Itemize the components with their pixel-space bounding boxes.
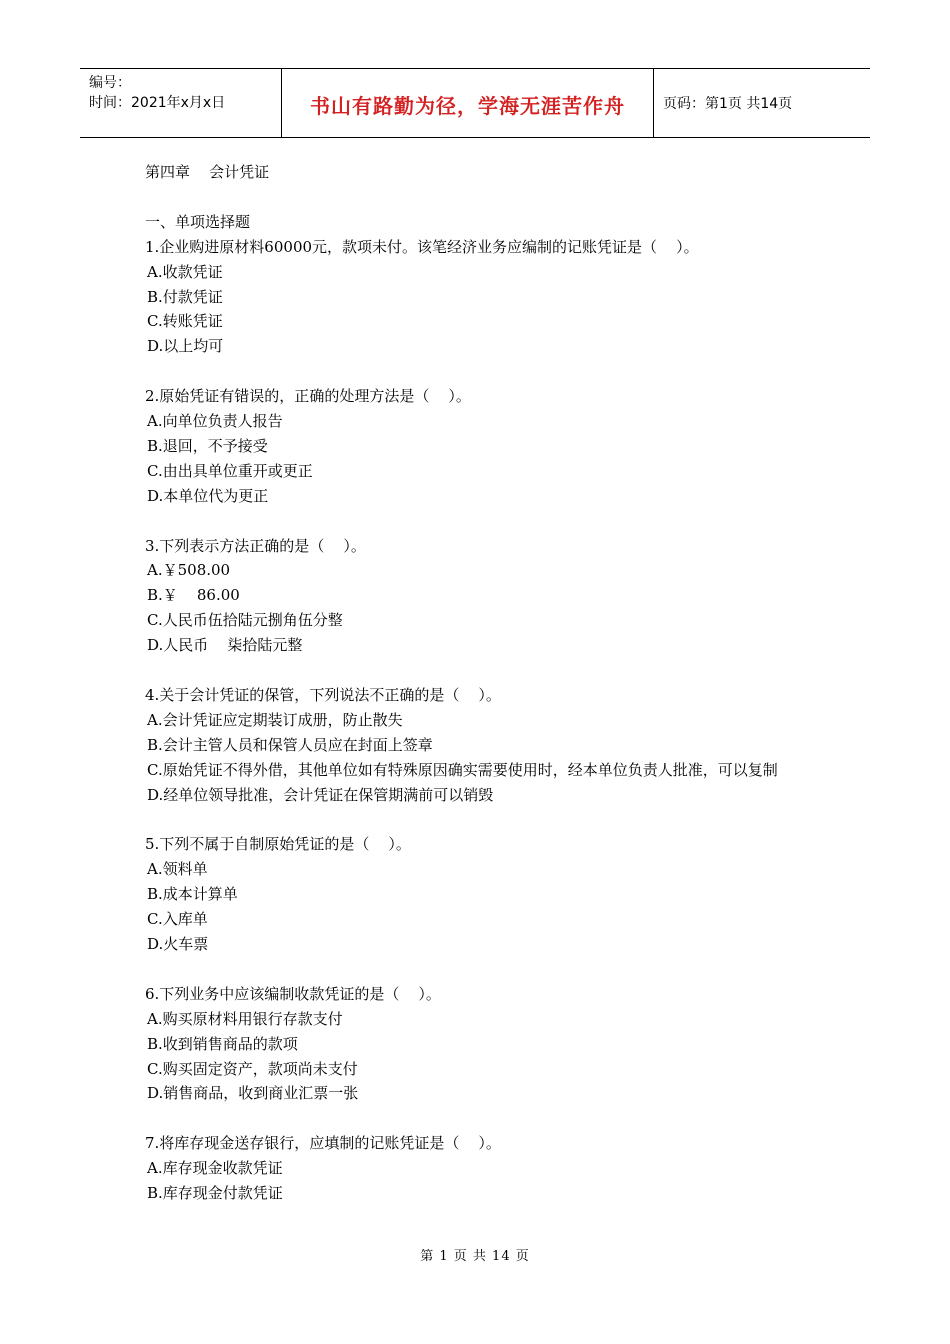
answer-option: C.购买固定资产，款项尚未支付 [147, 1059, 358, 1078]
page-header [80, 68, 870, 138]
page-info: 页码：第1页 共14页 [663, 96, 793, 112]
answer-option: C.转账凭证 [147, 312, 223, 331]
spacer [145, 1106, 825, 1131]
answer-option: C.由出具单位重开或更正 [147, 461, 313, 480]
code-label: 编号： [89, 75, 131, 91]
header-page-cell [654, 69, 870, 137]
question-block [145, 1131, 825, 1206]
answer-option: D.以上均可 [147, 337, 224, 356]
question-block [145, 235, 825, 360]
question-stem: 7.将库存现金送存银行，应填制的记账凭证是（ ）。 [145, 1134, 501, 1153]
answer-option: A.收款凭证 [147, 262, 223, 281]
spacer [145, 957, 825, 982]
answer-option: D.人民币 柒拾陆元整 [147, 636, 303, 655]
page-footer: 第 1 页 共 14 页 [420, 1249, 530, 1264]
motto-text: 书山有路勤为径，学海无涯苦作舟 [310, 93, 625, 118]
spacer [145, 509, 825, 534]
answer-option: A.购买原材料用银行存款支付 [147, 1009, 343, 1028]
answer-option: A.库存现金收款凭证 [147, 1159, 283, 1178]
spacer [145, 658, 825, 683]
answer-option: C.原始凭证不得外借，其他单位如有特殊原因确实需要使用时，经本单位负责人批准，可以复制 [147, 760, 778, 779]
question-stem: 1.企业购进原材料60000元，款项未付。该笔经济业务应编制的记账凭证是（ ）。 [145, 237, 699, 256]
question-list [145, 235, 825, 1206]
answer-option: D.销售商品，收到商业汇票一张 [147, 1084, 359, 1103]
answer-option: B.库存现金付款凭证 [147, 1184, 283, 1203]
question-block [145, 832, 825, 957]
question-stem: 6.下列业务中应该编制收款凭证的是（ ）。 [145, 984, 441, 1003]
question-block [145, 534, 825, 659]
spacer [145, 808, 825, 833]
header-left-cell [80, 69, 282, 137]
spacer [145, 359, 825, 384]
answer-option: C.入库单 [147, 910, 208, 929]
chapter-title: 第四章 会计凭证 [145, 163, 270, 181]
answer-option: B.收到销售商品的款项 [147, 1034, 298, 1053]
question-stem: 3.下列表示方法正确的是（ ）。 [145, 536, 366, 555]
spacer [145, 185, 825, 210]
question-stem: 5.下列不属于自制原始凭证的是（ ）。 [145, 835, 411, 854]
time-label: 时间：2021年x月x日 [89, 95, 226, 111]
question-stem: 4.关于会计凭证的保管，下列说法不正确的是（ ）。 [145, 685, 501, 704]
document-body [145, 158, 825, 1206]
section-title: 一、单项选择题 [145, 212, 251, 231]
answer-option: B.成本计算单 [147, 885, 238, 904]
answer-option: A.领料单 [147, 860, 208, 879]
answer-option: B.付款凭证 [147, 287, 223, 306]
answer-option: D.火车票 [147, 935, 209, 954]
answer-option: A.￥508.00 [147, 561, 231, 580]
question-stem: 2.原始凭证有错误的，正确的处理方法是（ ）。 [145, 387, 471, 406]
answer-option: D.本单位代为更正 [147, 486, 269, 505]
question-block [145, 384, 825, 509]
question-block [145, 982, 825, 1107]
answer-option: C.人民币伍拾陆元捌角伍分整 [147, 611, 343, 630]
header-motto-cell [282, 69, 654, 137]
answer-option: B.￥ 86.00 [147, 586, 240, 605]
answer-option: D.经单位领导批准，会计凭证在保管期满前可以销毁 [147, 785, 494, 804]
answer-option: B.退回，不予接受 [147, 436, 268, 455]
answer-option: A.向单位负责人报告 [147, 412, 283, 431]
answer-option: B.会计主管人员和保管人员应在封面上签章 [147, 735, 433, 754]
question-block [145, 683, 825, 808]
answer-option: A.会计凭证应定期装订成册，防止散失 [147, 710, 403, 729]
